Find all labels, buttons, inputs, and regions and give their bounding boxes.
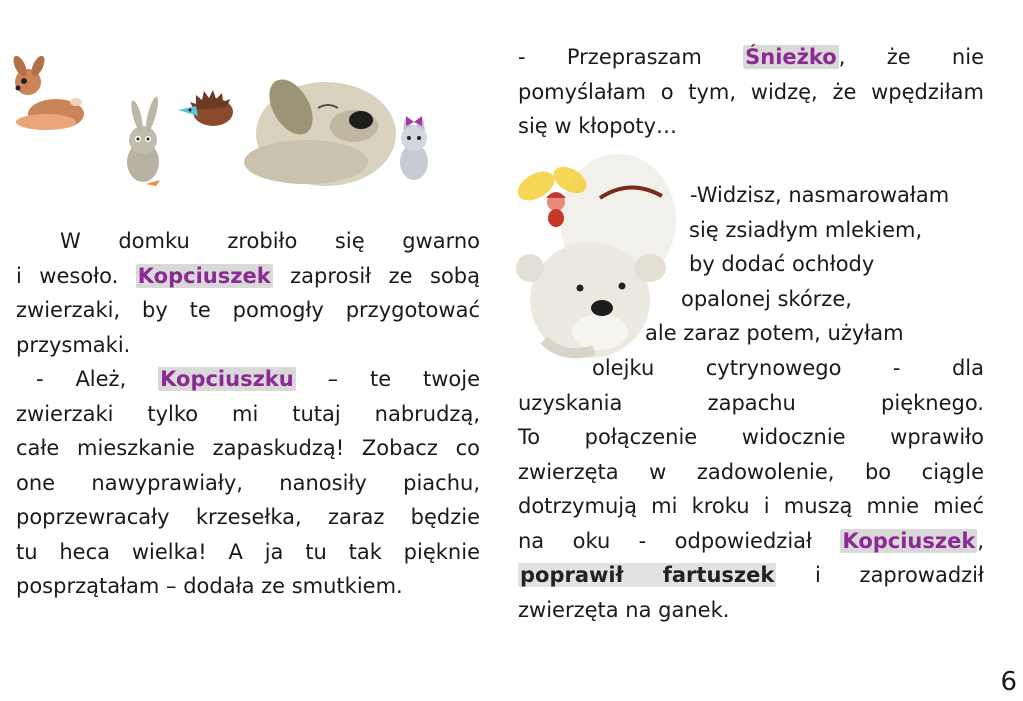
- rest-line-6: na oku - odpowiedział Kopciuszek,: [518, 528, 984, 553]
- left-line-3: zwierzaki, by te pomogły przygotować: [16, 298, 480, 322]
- left-line-2: i wesoło. Kopciuszek zaprosił ze sobą: [16, 263, 480, 288]
- rest-line-1: olejku cytrynowego - dla: [592, 356, 984, 380]
- wrap-line-3: by dodać ochłody: [689, 252, 875, 276]
- rest-line-8: zwierzęta na ganek.: [518, 597, 730, 622]
- right-wrap: [0, 178, 1023, 351]
- right-rest: [518, 351, 984, 627]
- rest-line-2: uzyskania zapachu pięknego.: [518, 390, 984, 415]
- left-line-5: - Ależ, Kopciuszku – te twoje: [36, 367, 480, 391]
- left-line-4: przysmaki.: [16, 332, 131, 357]
- hedgehog-image: [178, 90, 233, 126]
- left-line-9: poprzewracały krzesełka, zaraz będzie: [16, 505, 480, 529]
- rabbit-image: [127, 96, 161, 186]
- left-line-6: zwierzaki tylko mi tutaj nabrudzą,: [16, 401, 480, 426]
- fawn-image: [11, 54, 84, 130]
- rest-line-4: zwierzęta w zadowolenie, bo ciągle: [518, 459, 984, 484]
- rest-line-5: dotrzymują mi kroku i muszą mnie mieć: [518, 494, 984, 518]
- rest-line-7: poprawił fartuszek i zaprowadził: [520, 563, 984, 587]
- wrap-line-2: się zsiadłym mlekiem,: [689, 217, 923, 242]
- kitten-image: [400, 116, 428, 180]
- left-line-8: one nawyprawiały, nanosiły piachu,: [16, 470, 480, 495]
- name-kopciuszek-2: Kopciuszek: [842, 528, 976, 553]
- left-line-11: posprzątałam – dodała ze smutkiem.: [16, 574, 403, 598]
- right-intro-line-3: się w kłopoty…: [518, 114, 678, 138]
- wrap-line-4: opalonej skórze,: [681, 286, 852, 311]
- wrap-line-1: -Widzisz, nasmarowałam: [690, 183, 950, 207]
- wrap-line-5: ale zaraz potem, użyłam: [645, 321, 904, 345]
- highlight-poprawil-fartuszek: poprawił fartuszek: [520, 563, 775, 587]
- name-kopciuszku: Kopciuszku: [160, 367, 294, 391]
- name-sniezko: Śnieżko: [745, 45, 837, 69]
- right-intro-line-1: - Przepraszam Śnieżko, że nie: [518, 45, 984, 69]
- rest-line-3: To połączenie widocznie wprawiło: [518, 425, 984, 449]
- left-line-1: W domku zrobiło się gwarno: [60, 229, 480, 253]
- right-intro-line-2: pomyślałam o tym, widzę, że wpędziłam: [518, 79, 984, 104]
- page-number: 6: [1000, 667, 1017, 697]
- name-kopciuszek: Kopciuszek: [137, 263, 271, 288]
- left-line-10: tu heca wielka! A ja tu tak pięknie: [16, 539, 480, 564]
- dog-image: [244, 72, 396, 186]
- right-intro: [518, 40, 984, 144]
- left-line-7: całe mieszkanie zapaskudzą! Zobacz co: [16, 436, 480, 460]
- animals-illustration: [6, 52, 436, 192]
